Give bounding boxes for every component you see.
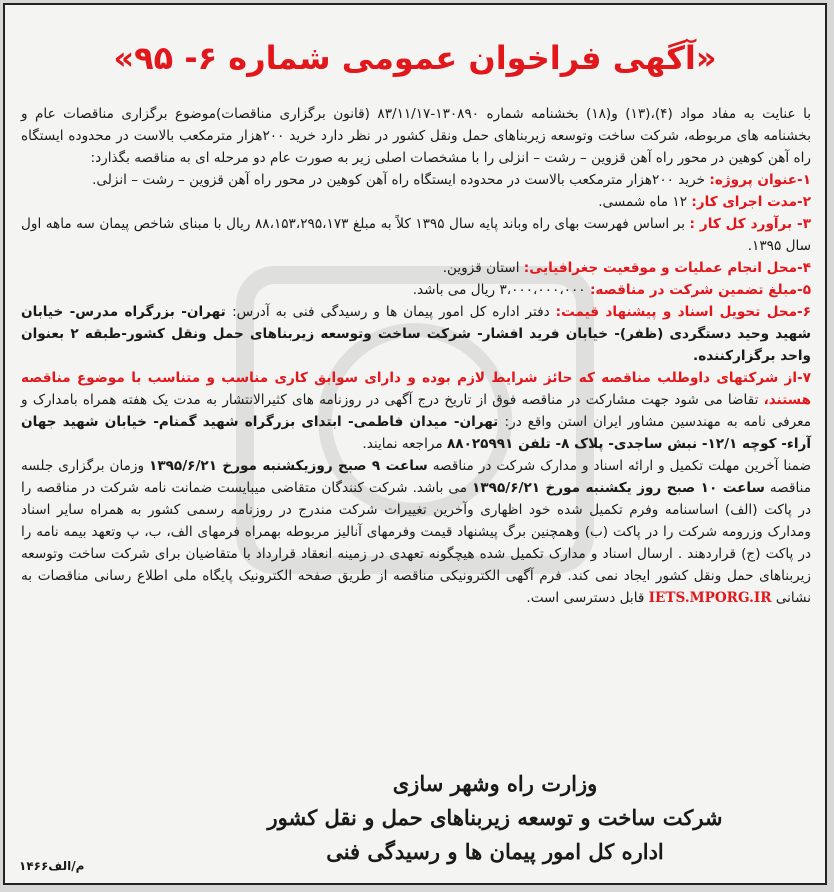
intro-paragraph: با عنایت به مفاد مواد (۴)،(۱۳) و(۱۸) بخشنامه شماره ۱۳۰۸۹۰-۸۳/۱۱/۱۷ (قانون برگزاری مناقصات)موضوع برگزاری مناقصات عام و بخشنامه های مربوطه، شرکت ساخت وتوسعه زیربناهای حمل ونقل کشور در نظر دارد خرید ۲۰۰هزار مترمکعب بالاست در محدوده ایستگاه راه آهن کوهین در محور راه آهن قزوین – رشت – انزلی را با مشخصات اصلی زیر به صورت عام دو مرحله ای به مناقصه بگذارد: bbox=[21, 106, 811, 166]
item-6-text: دفتر اداره کل امور پیمان ها و رسیدگی فنی به آدرس: bbox=[232, 304, 556, 320]
item-5 bbox=[21, 279, 811, 301]
item-5-label: ۵-مبلغ تضمین شرکت در مناقصه: bbox=[589, 282, 811, 298]
notice-body bbox=[21, 103, 811, 609]
item-4-label: ۴-محل انجام عملیات و موقعیت جغرافیایی: bbox=[523, 260, 811, 276]
item-2 bbox=[21, 191, 811, 213]
item-7-text: تقاضا می شود جهت مشارکت در مناقصه فوق از تاریخ درج آگهی در روزنامه های کثیرالانتشار به مدت یک هفته همراه بامدارک و معرفی نامه به مهندسین مشاور ایران استن واقع در: bbox=[21, 392, 811, 430]
signature-company: شرکت ساخت و توسعه زیربناهای حمل و نقل کشور bbox=[267, 805, 723, 830]
signature-department: اداره کل امور پیمان ها و رسیدگی فنی bbox=[326, 839, 664, 864]
footer-code: ۱۴۶۶م/الف bbox=[19, 859, 85, 873]
item-7 bbox=[21, 367, 811, 455]
meeting-date: ساعت ۱۰ صبح روز یکشنبه مورخ ۱۳۹۵/۶/۲۱ bbox=[472, 480, 765, 496]
item-1-text: خرید ۲۰۰هزار مترمکعب بالاست در محدوده ایستگاه راه آهن کوهین در محور راه آهن قزوین – رشت – انزلی. bbox=[92, 172, 710, 188]
item-7-tail: مراجعه نمایند. bbox=[362, 436, 447, 452]
item-7-label: ۷-از شرکتهای داوطلب مناقصه که حائز شرایط لازم بوده و دارای سوابق کاری مناسب و متناسب با موضوع مناقصه هستند، bbox=[21, 370, 811, 408]
signature-ministry: وزارت راه وشهر سازی bbox=[392, 771, 598, 796]
item-3-text: بر اساس فهرست بهای راه وباند پایه سال ۱۳۹۵ کلاً به مبلغ ۸۸،۱۵۳،۲۹۵،۱۷۳ ریال با مبنای شاخص پیمان سه ماهه اول سال ۱۳۹۵. bbox=[21, 216, 811, 254]
item-1 bbox=[21, 169, 811, 191]
item-7-address: تهران- میدان فاطمی- ابتدای بزرگراه شهید گمنام- خیابان شهید جهان آراء- کوچه ۱۲/۱- نبش ساجدی- پلاک ۸- تلفن ۸۸۰۲۵۹۹۱ bbox=[21, 414, 811, 452]
item-4 bbox=[21, 257, 811, 279]
notice-frame bbox=[3, 3, 827, 885]
deadline-date: ساعت ۹ صبح روزیکشنبه مورخ ۱۳۹۵/۶/۲۱ bbox=[149, 458, 428, 474]
item-2-label: ۲-مدت اجرای کار: bbox=[691, 194, 811, 210]
item-6-address: تهران- بزرگراه مدرس- خیابان شهید وحید دستگردی (ظفر)- خیابان فرید افشار- شرکت ساخت وتوسعه زیربناهای حمل ونقل کشور-طبقه ۲ بعنوان واحد برگزارکننده. bbox=[21, 304, 812, 364]
item-1-label: ۱-عنوان پروژه: bbox=[709, 172, 811, 188]
closing-text-1: ضمنا آخرین مهلت تکمیل و ارائه اسناد و مدارک شرکت در مناقصه bbox=[427, 458, 811, 474]
closing-text-2: وزمان برگزاری جلسه مناقصه bbox=[21, 458, 811, 496]
item-3 bbox=[21, 213, 811, 257]
item-6 bbox=[21, 301, 811, 367]
item-6-label: ۶-محل تحویل اسناد و پیشنهاد قیمت: bbox=[555, 304, 811, 320]
closing-text-3: می باشد. شرکت کنندگان متقاضی میبایست ضمانت نامه شرکت در مناقصه را در پاکت (الف) اساسنامه وفرم تکمیل شده خود اظهاری وآخرین تغییرات شرکت مندرج در روزنامه رسمی کشور به همراه سایر اسناد ومدارک وزرومه شرکت را در پاکت (ب) وهمچنین برگ پیشنهاد قیمت وفرمهای آنالیز مربوطه بهمراه فرمهای الف، ب، پ وتعهد بیمه نامه را در پاکت (ج) قراردهند . ارسال اسناد و مدارک تکمیل شده هیچگونه تعهدی در زمینه انعقاد قرارداد با متقاضیان برای شرکت ساخت وتوسعه زیربناهای حمل ونقل کشور ایجاد نمی کند. فرم آگهی الکترونیکی مناقصه از طریق صفحه الکترونیک پایگاه ملی اطلاع رسانی مناقصات به نشانی bbox=[21, 480, 811, 606]
item-4-text: استان قزوین. bbox=[442, 260, 524, 276]
closing-text-4: قابل دسترسی است. bbox=[526, 590, 649, 606]
item-5-text: ۳،۰۰۰،۰۰۰،۰۰۰ ریال می باشد. bbox=[412, 282, 590, 298]
signature-block bbox=[5, 767, 825, 869]
notice-title: «آگهی فراخوان عمومی شماره ۶- ۹۵» bbox=[113, 39, 717, 77]
item-3-label: ۳- برآورد کل کار : bbox=[689, 216, 811, 232]
closing-paragraph bbox=[21, 455, 811, 609]
item-2-text: ۱۲ ماه شمسی. bbox=[598, 194, 692, 210]
iets-link[interactable]: IETS.MPORG.IR bbox=[648, 590, 772, 606]
